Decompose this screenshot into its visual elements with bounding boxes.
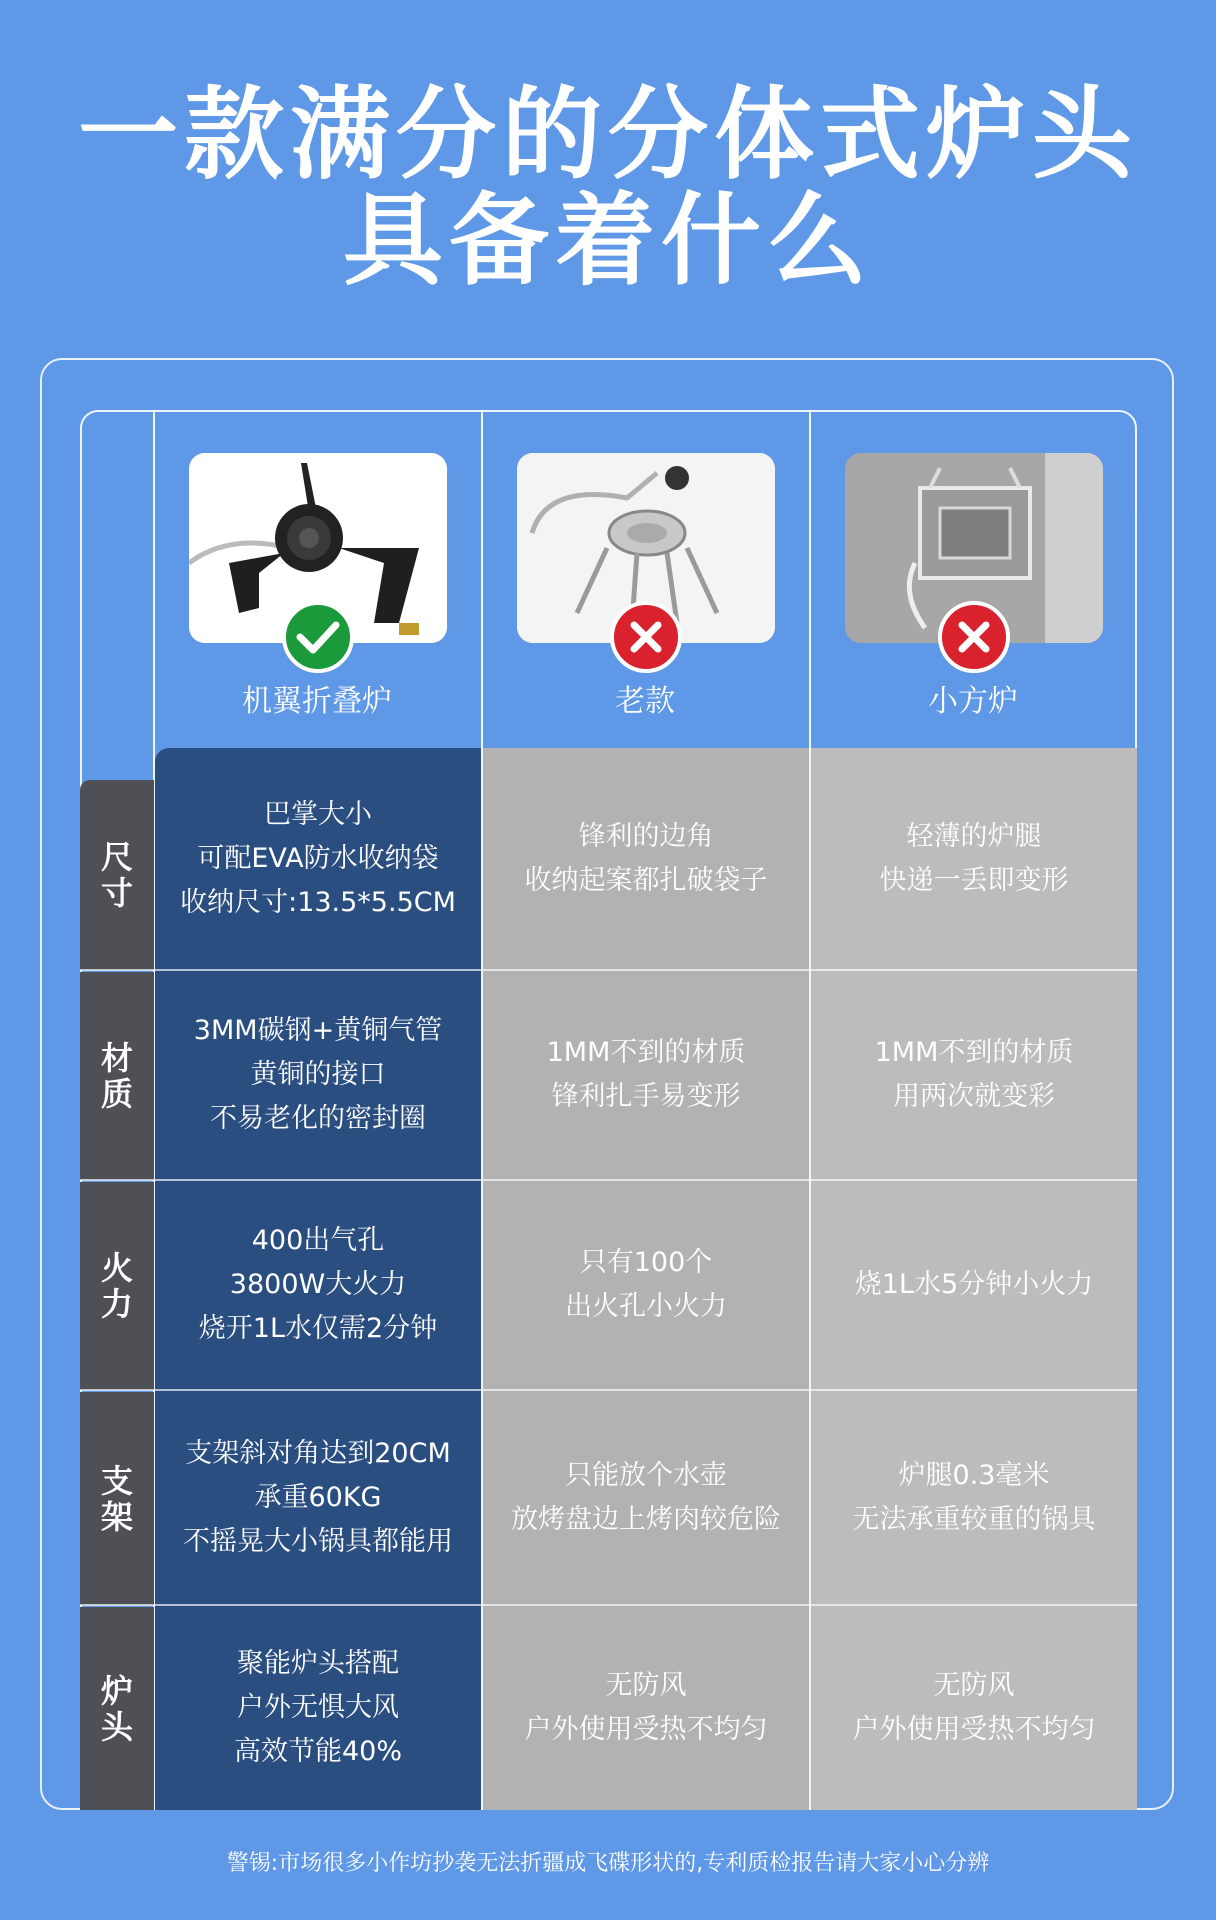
comparison-cell: [483, 970, 809, 1180]
comparison-cell: [483, 748, 809, 970]
cell-line: 3800W大火力: [229, 1269, 407, 1300]
cell-line: 不易老化的密封圈: [210, 1103, 426, 1134]
comparison-cell: [811, 970, 1137, 1180]
row-separator: [80, 1604, 1137, 1606]
cell-line: 出火孔小火力: [565, 1291, 727, 1322]
cell-line: 烧开1L水仅需2分钟: [198, 1313, 438, 1344]
comparison-cell: [811, 1180, 1137, 1390]
comparison-cell: [483, 1390, 809, 1605]
row-label-text: 支架: [100, 1461, 133, 1536]
row-label: [80, 972, 154, 1180]
cell-line: 聚能炉头搭配: [237, 1647, 399, 1679]
footer-warning: 警锡:市场很多小作坊抄袭无法折疆成飞碟形状的,专利质检报告请大家小心分辨: [226, 1851, 990, 1876]
cell-line: 户外使用受热不均匀: [524, 1713, 768, 1745]
comparison-cell: [811, 1390, 1137, 1605]
row-label: [80, 1392, 154, 1605]
cell-line: 1MM不到的材质: [546, 1037, 746, 1068]
row-label: [80, 1182, 154, 1390]
cell-line: 3MM碳钢+黄铜气管: [193, 1015, 443, 1046]
cross-icon: [610, 601, 682, 673]
comparison-cell: [811, 748, 1137, 970]
cell-line: 只能放个水壶: [565, 1459, 727, 1491]
cell-line: 放烤盘边上烤肉较危险: [511, 1503, 781, 1535]
cell-line: 可配EVA防水收纳袋: [197, 843, 439, 874]
cell-line: 轻薄的炉腿: [906, 821, 1042, 852]
cell-line: 高效节能40%: [233, 1735, 402, 1767]
cross-icon: [938, 601, 1010, 673]
cell-line: 收纳尺寸:13.5*5.5CM: [180, 887, 456, 918]
row-label: [80, 1607, 154, 1810]
comparison-cell: [155, 748, 481, 970]
cell-line: 不摇晃大小锅具都能用: [183, 1525, 453, 1557]
row-label-text: 火力: [100, 1249, 133, 1323]
product-name: 老款: [615, 684, 675, 719]
cell-line: 快递一丢即变形: [879, 865, 1069, 896]
row-separator: [80, 1389, 1137, 1391]
cell-line: 只有100个: [579, 1247, 713, 1278]
comparison-cell: [155, 1390, 481, 1605]
cell-line: 锋利的边角: [578, 821, 714, 852]
cell-line: 锋利扎手易变形: [551, 1081, 741, 1112]
row-label-text: 尺寸: [100, 838, 133, 912]
cell-line: 无防风: [933, 1669, 1015, 1701]
cell-line: 黄铜的接口: [250, 1059, 386, 1090]
cell-line: 无法承重较重的锅具: [852, 1503, 1096, 1535]
cell-line: 巴掌大小: [264, 799, 372, 830]
comparison-cell: [483, 1605, 809, 1810]
page-title-line2: 具备着什么: [343, 182, 873, 299]
page-title-line1: 一款满分的分体式炉头: [78, 76, 1138, 193]
comparison-cell: [483, 1180, 809, 1390]
cell-line: 收纳起案都扎破袋子: [524, 865, 768, 896]
row-label: [80, 780, 154, 970]
product-name: 机翼折叠炉: [242, 684, 392, 719]
cell-line: 承重60KG: [254, 1481, 382, 1513]
cell-line: 支架斜对角达到20CM: [185, 1437, 451, 1469]
cell-line: 无防风: [605, 1669, 687, 1701]
cell-line: 户外无惧大风: [237, 1691, 399, 1723]
cell-line: 烧1L水5分钟小火力: [854, 1269, 1094, 1300]
comparison-cell: [155, 970, 481, 1180]
comparison-cell: [155, 1180, 481, 1390]
cell-line: 400出气孔: [251, 1225, 385, 1256]
cell-line: 1MM不到的材质: [874, 1037, 1074, 1068]
row-separator: [80, 969, 1137, 971]
row-label-text: 炉头: [100, 1671, 133, 1746]
row-separator: [80, 1179, 1137, 1181]
cell-line: 用两次就变彩: [893, 1081, 1055, 1112]
comparison-cell: [155, 1605, 481, 1810]
cell-line: 炉腿0.3毫米: [898, 1459, 1050, 1491]
product-name: 小方炉: [928, 684, 1018, 719]
cell-line: 户外使用受热不均匀: [852, 1713, 1096, 1745]
comparison-cell: [811, 1605, 1137, 1810]
check-icon: [282, 601, 354, 673]
row-label-text: 材质: [100, 1039, 133, 1113]
